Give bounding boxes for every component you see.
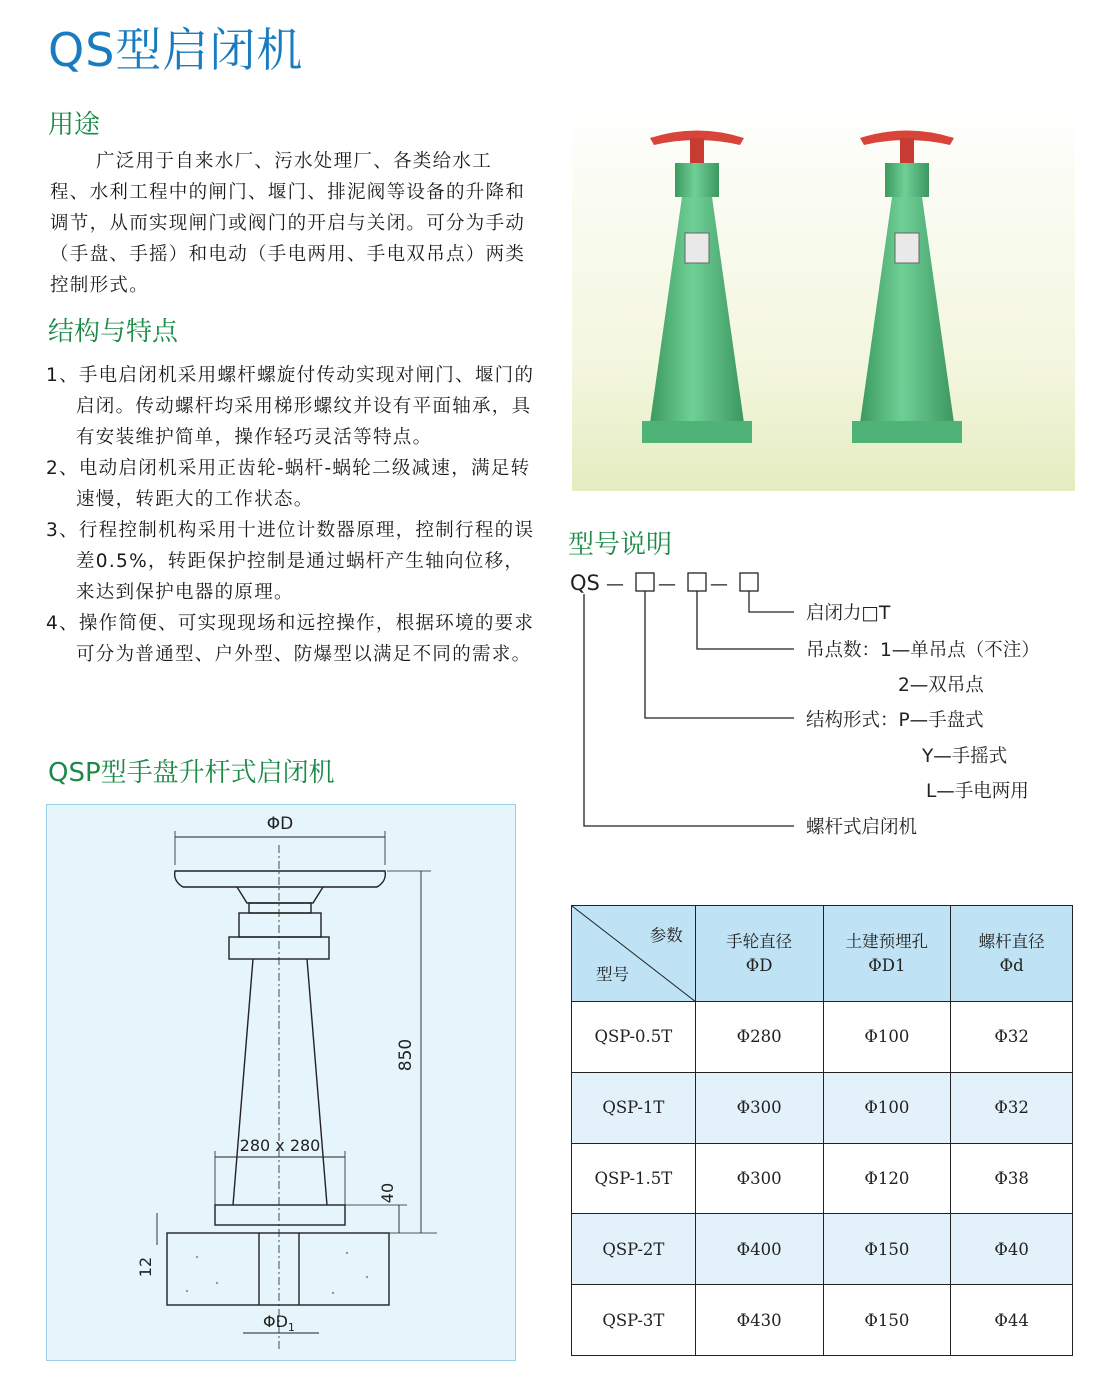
model-line-type: 螺杆式启闭机: [806, 817, 918, 838]
model-dash: —: [606, 574, 624, 595]
qsp-heading: QSP型手盘升杆式启闭机: [48, 758, 335, 788]
dim-40-label: 40: [378, 1182, 397, 1204]
table-row: QSP-1T Φ300 Φ100 Φ32: [572, 1072, 1073, 1143]
corner-top-label: 参数: [649, 926, 683, 945]
table-header-cell: 土建预埋孔 ΦD1: [823, 906, 951, 1002]
model-line-structure: 结构形式：P—手盘式: [806, 710, 984, 731]
corner-bottom-label: 型号: [596, 965, 629, 984]
feature-item: 2、电动启闭机采用正齿轮-蜗杆-蜗轮二级减速，满足转速慢，转距大的工作状态。: [46, 458, 531, 510]
product-photo: [572, 93, 1075, 491]
dim-D1-label: ΦD: [263, 1312, 288, 1331]
features-list: [46, 360, 536, 670]
table-corner-cell: [572, 906, 696, 1002]
model-dash: —: [710, 574, 728, 595]
model-line-hoist-2: 2—双吊点: [898, 675, 984, 696]
model-line-structure-l: L—手电两用: [926, 781, 1029, 802]
model-line-force: 启闭力□T: [806, 603, 891, 624]
technical-drawing: [46, 804, 516, 1361]
model-code-diagram: [566, 560, 1086, 850]
table-row: QSP-1.5T Φ300 Φ120 Φ38: [572, 1143, 1073, 1214]
table-header-cell: 螺杆直径 Φd: [951, 906, 1073, 1002]
table-row: QSP-2T Φ400 Φ150 Φ40: [572, 1214, 1073, 1285]
model-line-hoist: 吊点数：1—单吊点（不注）: [806, 640, 1040, 661]
page-title: QS型启闭机: [48, 23, 304, 77]
dim-height-label: 850: [396, 1038, 416, 1072]
dim-base-label: 280 x 280: [239, 1136, 321, 1155]
table-header-cell: 手轮直径 ΦD: [695, 906, 823, 1002]
model-heading: 型号说明: [568, 530, 673, 560]
model-prefix: QS: [570, 571, 600, 595]
usage-heading: 用途: [48, 110, 101, 140]
table-row: QSP-3T Φ430 Φ150 Φ44: [572, 1285, 1073, 1356]
feature-item: 4、操作简便、可实现现场和远控操作，根据环境的要求可分为普通型、户外型、防爆型以满足不同的需求。: [46, 613, 535, 665]
dim-12-label: 12: [136, 1256, 155, 1278]
spec-table: [571, 905, 1073, 1356]
svg-text:ΦD1: [263, 1312, 295, 1334]
table-row: QSP-0.5T Φ280 Φ100 Φ32: [572, 1002, 1073, 1073]
model-line-structure-y: Y—手摇式: [922, 746, 1008, 767]
dim-D-label: ΦD: [266, 814, 294, 834]
feature-item: 1、手电启闭机采用螺杆螺旋付传动实现对闸门、堰门的启闭。传动螺杆均采用梯形螺纹并设有平面轴承，具有安装维护简单，操作轻巧灵活等特点。: [46, 365, 535, 448]
dim-D1-subscript: 1: [287, 1321, 295, 1334]
feature-item: 3、行程控制机构采用十进位计数器原理，控制行程的误差0.5%，转距保护控制是通过蜗杆产生轴向位移，来达到保护电器的原理。: [46, 520, 535, 603]
usage-text: 广泛用于自来水厂、污水处理厂、各类给水工程、水利工程中的闸门、堰门、排泥阀等设备的升降和调节，从而实现闸门或阀门的开启与关闭。可分为手动（手盘、手摇）和电动（手电两用、手电双吊点）两类控制形式。: [50, 151, 526, 296]
model-dash: —: [658, 574, 676, 595]
features-heading: 结构与特点: [48, 317, 179, 347]
